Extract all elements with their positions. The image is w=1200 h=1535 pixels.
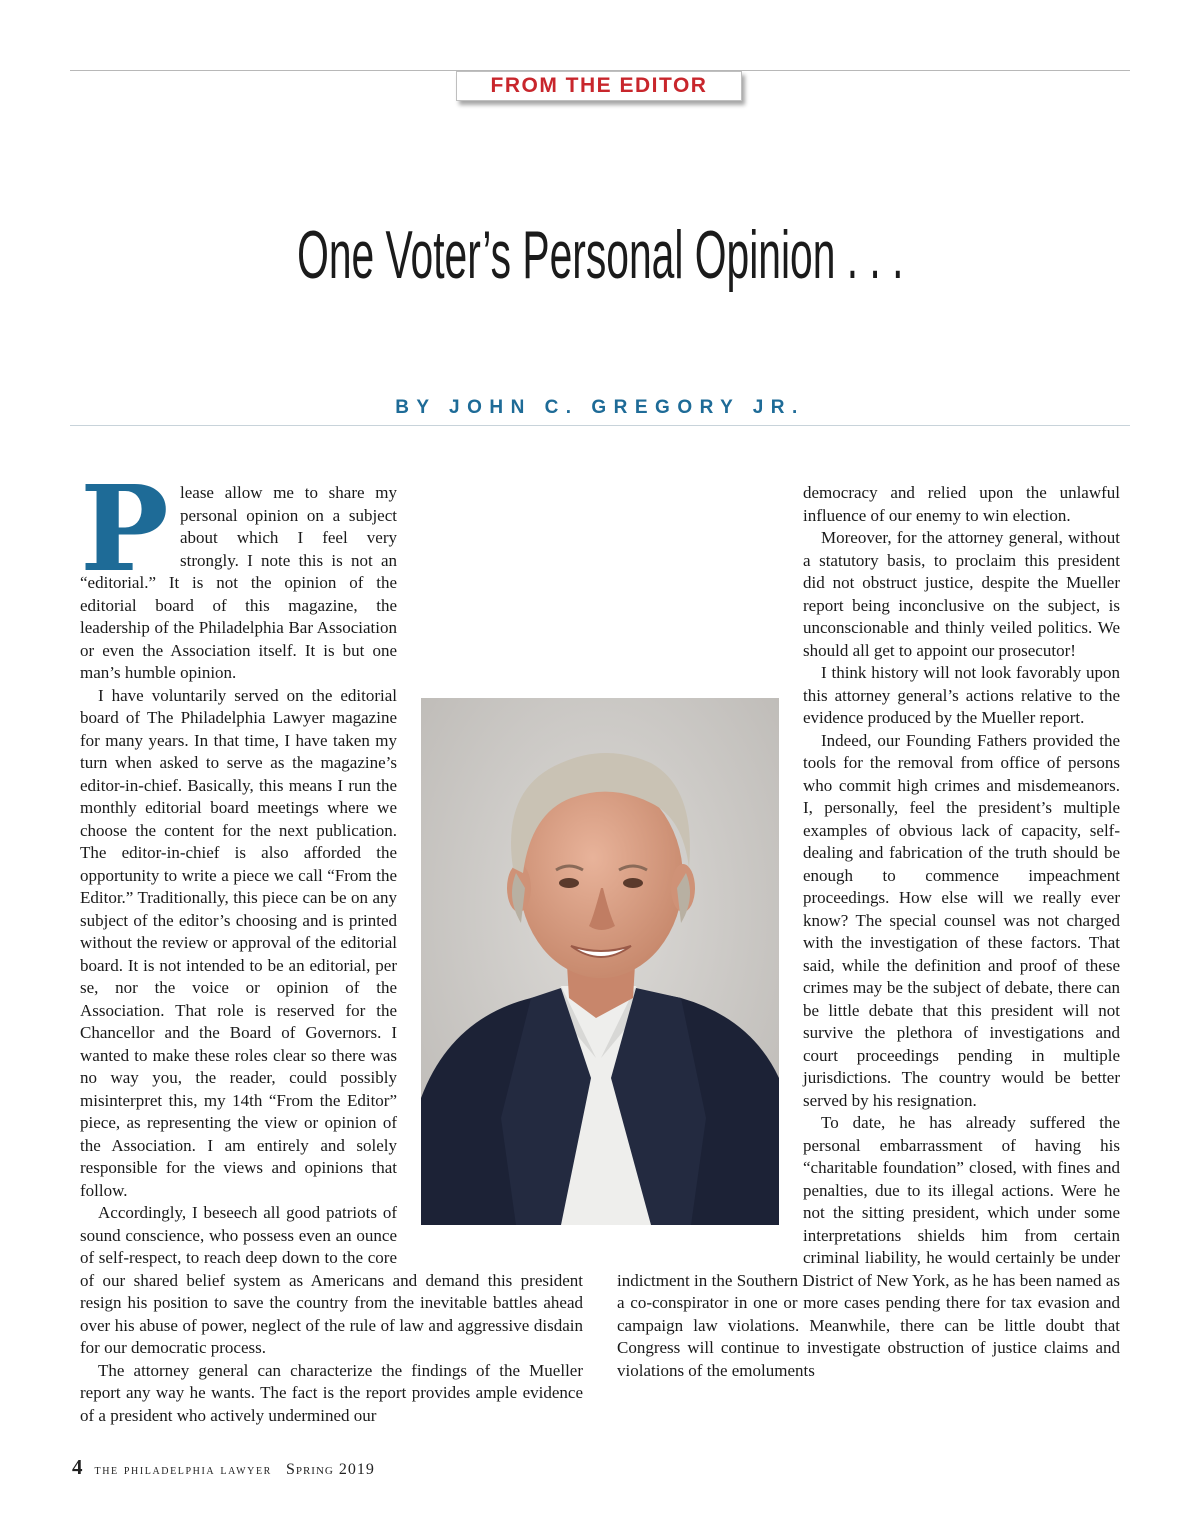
publication-name: the philadelphia lawyer xyxy=(94,1463,272,1478)
section-tag-label: FROM THE EDITOR xyxy=(490,74,708,97)
paragraph: Moreover, for the attorney general, without a statutory basis, to proclaim this president did not obstruct justice, despite the Mueller report being inconclusive on the subject, is unconscionable and thinly veiled politics. We should all get to appoint our prosecutor! xyxy=(803,528,1120,660)
section-tag xyxy=(456,71,742,101)
drop-cap: P xyxy=(80,459,169,598)
article-title-text: One Voter’s Personal Opinion . . . xyxy=(296,217,904,293)
page-number: 4 xyxy=(72,1455,83,1479)
byline-rule xyxy=(70,425,1130,426)
paragraph: Indeed, our Founding Fathers provided the tools for the removal from office of persons who commit high crimes and misdemeanors. I, personally, feel the president’s multiple examples of obvious lack of capacity, self-dealing and fabrication of the truth should be enough to commence impeachment proceedings. How else will we really ever know? The special counsel was not charged with the investigation of these factors. That said, while the definition and proof of these crimes may be the subject of debate, there can be little debate that this president will not survive the plethora of investigations and court proceedings pending in multiple jurisdictions. The country would be better served by his resignation. xyxy=(803,730,1120,1110)
author-portrait-illustration xyxy=(421,698,779,1225)
author-photo xyxy=(421,698,779,1225)
paragraph: I have voluntarily served on the editorial board of The Philadelphia Lawyer magazine for many years. In that time, I have taken my turn when asked to serve as the magazine’s editor-in-chief. Basically, this means I run the monthly editorial board meetings where we choose the content for the next publication. The editor-in-chief is also afforded the opportunity to write a piece we call “From the Editor.” Traditionally, this piece can be on any subject of the editor’s choosing and is printed without the review or approval of the editorial board. It is not intended to be an editorial, per se, nor the voice or opinion of the Association. That role is reserved for the Chancellor and the Board of Governors. I wanted to make these roles clear so there was no way you, the reader, could possibly misinterpret this, my 14th “From the Editor” piece, as representing the view or opinion of the Association. I am entirely and solely responsible for the views and opinions that follow. xyxy=(80,685,397,1200)
issue-date: Spring 2019 xyxy=(285,1461,375,1478)
paragraph: I think history will not look favorably upon this attorney general’s actions relative to the evidence produced by the Mueller report. xyxy=(803,663,1120,727)
paragraph: lease allow me to share my personal opinion on a subject about which I feel very strongly. I note this is not an “editorial.” It is not the opinion of the editorial board of this magazine, the leadership of the Philadelphia Bar Association or even the Association itself. It is but one man’s humble opinion. xyxy=(80,483,397,682)
page-footer xyxy=(72,1455,375,1480)
article-title xyxy=(0,210,1200,300)
paragraph: To date, he has already suffered the personal embarrassment of having his “charitable foundation” closed, with fines and penalties, due to its illegal actions. Were he not the sitting president, which under some interpretations shields him from certain criminal liability, he would certainly be under indictment in the Southern District of New York, as he has been named as a co-conspirator in one or more cases pending there for tax evasion and campaign law violations. Meanwhile, there can be little doubt that Congress will continue to investigate obstruction of justice claims and violations of the emoluments xyxy=(617,1113,1120,1380)
byline: BY JOHN C. GREGORY JR. xyxy=(395,397,805,418)
paragraph: The attorney general can characterize the findings of the Mueller report any way he wants. The fact is the report provides ample evidence of a president who actively undermined our xyxy=(80,1360,583,1425)
paragraph: democracy and relied upon the unlawful influence of our enemy to win election. xyxy=(803,483,1120,525)
paragraph: Accordingly, I beseech all good patriots of sound conscience, who possess even an ounce of self-respect, to reach deep down to the core of our shared belief system as Americans and demand this president resign his position to save the country from the inevitable battles ahead over his abuse of power, neglect of the rule of law and aggressive disdain for our democratic process. xyxy=(80,1203,583,1357)
